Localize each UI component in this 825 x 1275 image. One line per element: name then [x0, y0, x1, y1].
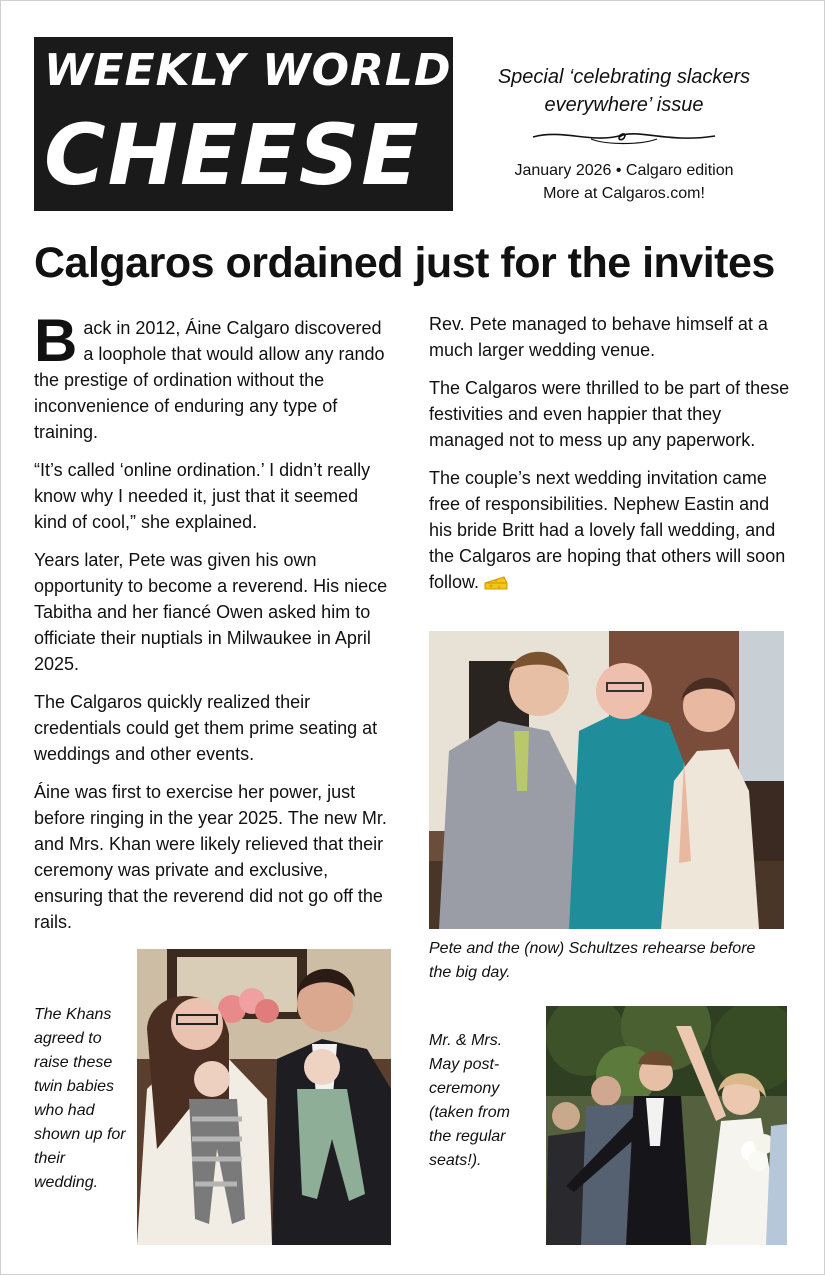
cheese-icon — [484, 575, 508, 591]
caption-khans: The Khans agreed to raise these twin babies who had shown up for their wedding. — [34, 1006, 126, 1191]
masthead-title-line2: CHEESE — [44, 106, 421, 204]
paragraph-3: Years later, Pete was given his own opportunity to become a reverend. His niece Tabitha and her fiancé Owen asked him to officiate their nuptials in Milwaukee in April 2025. — [34, 550, 388, 674]
paragraph-7: The Calgaros were thrilled to be part of these festivities and even happier that they managed not to mess up any paperwork. — [429, 378, 790, 450]
masthead — [34, 37, 453, 211]
paragraph-2: “It’s called ‘online ordination.’ I didn’t really know why I needed it, just that it seemed kind of cool,” she explained. — [34, 460, 371, 532]
paragraph-1-text: ack in 2012, Áine Calgaro discovered a loophole that would allow any rando the prestige of ordination without the inconvenience of enduring any type of training. — [34, 318, 385, 442]
photo-may-wedding — [546, 1006, 787, 1245]
article-column-right — [429, 311, 791, 607]
drop-cap: B — [34, 307, 78, 374]
schultz-photo-image — [429, 631, 784, 929]
may-photo-image — [546, 1006, 787, 1245]
flourish-divider-icon — [531, 125, 717, 149]
article-column-left — [34, 307, 396, 947]
khans-photo-image — [137, 949, 391, 1245]
paragraph-8-text: The couple’s next wedding invitation came free of responsibilities. Nephew Eastin and his bride Britt had a lovely fall wedding, and the Calgaros are hoping that others will soon follow. — [429, 468, 786, 592]
paragraph-6: Rev. Pete managed to behave himself at a much larger wedding venue. — [429, 314, 768, 360]
edition-info — [469, 159, 779, 205]
caption-schultz: Pete and the (now) Schultzes rehearse before the big day. — [429, 940, 756, 981]
paragraph-1 — [34, 307, 396, 445]
issue-tagline: Special ‘celebrating slackers everywhere’ issue — [497, 66, 751, 116]
paragraph-5: Áine was first to exercise her power, just before ringing in the year 2025. The new Mr. and Mrs. Khan were likely relieved that their ceremony was private and exclusive, ensuring that the reverend did not go off the rails. — [34, 782, 387, 932]
paragraph-4: The Calgaros quickly realized their credentials could get them prime seating at weddings and other events. — [34, 692, 378, 764]
caption-may: Mr. & Mrs. May post-ceremony (taken from the regular seats!). — [429, 1032, 510, 1169]
masthead-title-line1: WEEKLY WORLD — [44, 45, 452, 96]
paragraph-8 — [429, 465, 791, 595]
photo-schultz-rehearsal — [429, 631, 784, 929]
website-line: More at Calgaros.com! — [543, 185, 705, 202]
photo-khans — [137, 949, 391, 1245]
article-headline: Calgaros ordained just for the invites — [34, 239, 775, 287]
edition-line: January 2026 • Calgaro edition — [514, 162, 734, 179]
